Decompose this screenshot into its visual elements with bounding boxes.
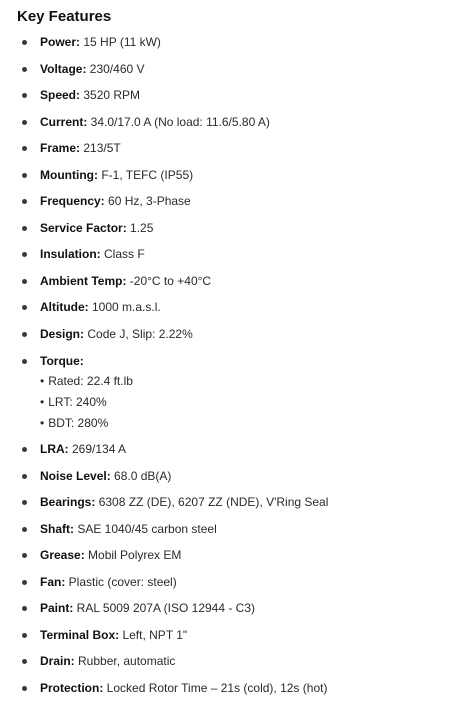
feature-value: 3520 RPM bbox=[80, 88, 141, 103]
feature-label: Voltage: bbox=[40, 61, 87, 76]
bullet-icon bbox=[22, 279, 27, 284]
bullet-icon bbox=[22, 67, 27, 72]
bullet-icon bbox=[22, 146, 27, 151]
feature-value: F-1, TEFC (IP55) bbox=[97, 167, 194, 182]
list-item bbox=[0, 494, 460, 511]
list-item bbox=[0, 627, 460, 644]
feature-label: Fan: bbox=[40, 574, 66, 589]
feature-label: Noise Level: bbox=[40, 468, 111, 483]
feature-value: Plastic (cover: steel) bbox=[65, 574, 177, 589]
feature-label: Mounting: bbox=[40, 167, 98, 182]
feature-value: 6308 ZZ (DE), 6207 ZZ (NDE), V'Ring Seal bbox=[95, 495, 329, 510]
feature-label: Bearings: bbox=[40, 495, 96, 510]
bullet-icon bbox=[22, 580, 27, 585]
list-item bbox=[0, 353, 460, 432]
list-item bbox=[0, 34, 460, 51]
feature-value: Code J, Slip: 2.22% bbox=[84, 327, 193, 342]
bullet-icon bbox=[22, 199, 27, 204]
list-item bbox=[0, 574, 460, 591]
feature-label: Terminal Box: bbox=[40, 627, 120, 642]
feature-label: Shaft: bbox=[40, 521, 74, 536]
feature-value: -20°C to +40°C bbox=[126, 273, 212, 288]
list-item bbox=[0, 246, 460, 263]
feature-label: Speed: bbox=[40, 88, 81, 103]
bullet-icon bbox=[22, 173, 27, 178]
feature-value: 230/460 V bbox=[86, 61, 145, 76]
bullet-icon bbox=[22, 226, 27, 231]
list-item bbox=[0, 220, 460, 237]
feature-value: RAL 5009 207A (ISO 12944 - C3) bbox=[73, 601, 256, 616]
feature-list bbox=[0, 34, 460, 707]
feature-value: 68.0 dB(A) bbox=[110, 468, 172, 483]
bullet-icon bbox=[22, 359, 27, 364]
bullet-icon bbox=[22, 686, 27, 691]
feature-value: 1.25 bbox=[126, 220, 154, 235]
feature-label: Insulation: bbox=[40, 247, 101, 262]
feature-label: Design: bbox=[40, 327, 85, 342]
feature-label: Frequency: bbox=[40, 194, 105, 209]
bullet-icon bbox=[22, 447, 27, 452]
bullet-icon bbox=[22, 93, 27, 98]
bullet-icon bbox=[22, 332, 27, 337]
bullet-icon bbox=[22, 633, 27, 638]
list-item bbox=[0, 600, 460, 617]
sub-item-text: BDT: 280% bbox=[48, 415, 109, 430]
feature-value: 269/134 A bbox=[68, 442, 127, 457]
feature-value: SAE 1040/45 carbon steel bbox=[74, 521, 217, 536]
feature-label: Protection: bbox=[40, 681, 104, 696]
sub-list-item bbox=[40, 394, 460, 411]
list-item bbox=[0, 193, 460, 210]
feature-label: Current: bbox=[40, 114, 88, 129]
sub-bullet-icon: • bbox=[40, 394, 45, 409]
page-title: Key Features bbox=[17, 8, 112, 25]
feature-value: Class F bbox=[100, 247, 145, 262]
list-item bbox=[0, 326, 460, 343]
feature-label: Power: bbox=[40, 35, 81, 49]
bullet-icon bbox=[22, 40, 27, 45]
sub-bullet-icon: • bbox=[40, 415, 45, 430]
sub-list-item bbox=[40, 415, 460, 432]
list-item bbox=[0, 61, 460, 78]
sub-item-text: LRT: 240% bbox=[48, 394, 107, 409]
torque-sub-list bbox=[40, 373, 460, 432]
list-item bbox=[0, 653, 460, 670]
bullet-icon bbox=[22, 527, 27, 532]
feature-value: Left, NPT 1" bbox=[119, 627, 188, 642]
list-item bbox=[0, 114, 460, 131]
list-item bbox=[0, 167, 460, 184]
list-item bbox=[0, 140, 460, 157]
feature-value: Mobil Polyrex EM bbox=[84, 548, 182, 563]
list-item bbox=[0, 441, 460, 458]
feature-value: 15 HP (11 kW) bbox=[80, 35, 161, 49]
bullet-icon bbox=[22, 474, 27, 479]
list-item bbox=[0, 299, 460, 316]
bullet-icon bbox=[22, 606, 27, 611]
bullet-icon bbox=[22, 305, 27, 310]
feature-label: Frame: bbox=[40, 141, 81, 156]
feature-value: 213/5T bbox=[80, 141, 121, 156]
sub-list-item bbox=[40, 373, 460, 390]
list-item bbox=[0, 680, 460, 697]
feature-label: Torque: bbox=[40, 353, 84, 368]
bullet-icon bbox=[22, 659, 27, 664]
list-item bbox=[0, 521, 460, 538]
list-item bbox=[0, 273, 460, 290]
sub-bullet-icon: • bbox=[40, 373, 45, 388]
feature-label: Altitude: bbox=[40, 300, 89, 315]
bullet-icon bbox=[22, 252, 27, 257]
feature-label: LRA: bbox=[40, 442, 69, 457]
feature-label: Service Factor: bbox=[40, 220, 127, 235]
bullet-icon bbox=[22, 553, 27, 558]
list-item bbox=[0, 468, 460, 485]
feature-label: Paint: bbox=[40, 601, 74, 616]
feature-value: Locked Rotor Time – 21s (cold), 12s (hot) bbox=[103, 681, 328, 696]
feature-value: 60 Hz, 3-Phase bbox=[104, 194, 191, 209]
feature-label: Ambient Temp: bbox=[40, 273, 127, 288]
feature-label: Drain: bbox=[40, 654, 75, 669]
list-item bbox=[0, 87, 460, 104]
feature-label: Grease: bbox=[40, 548, 85, 563]
feature-value: 1000 m.a.s.l. bbox=[88, 300, 161, 315]
feature-value: Rubber, automatic bbox=[74, 654, 176, 669]
list-item bbox=[0, 547, 460, 564]
bullet-icon bbox=[22, 120, 27, 125]
sub-item-text: Rated: 22.4 ft.lb bbox=[48, 373, 133, 388]
bullet-icon bbox=[22, 500, 27, 505]
feature-value: 34.0/17.0 A (No load: 11.6/5.80 A) bbox=[87, 114, 270, 129]
